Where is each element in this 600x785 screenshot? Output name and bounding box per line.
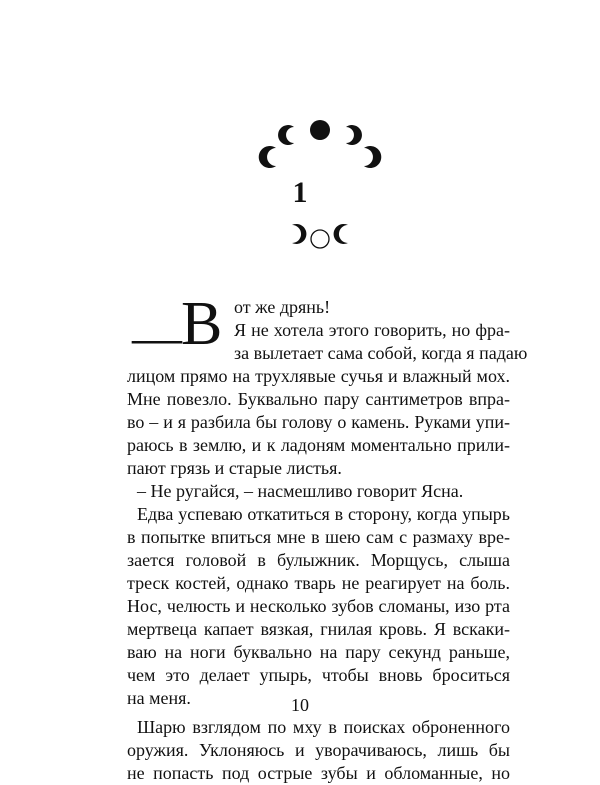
text-line: зается головой в булыжник. Морщусь, слыша [127,550,510,570]
text-line: – Не ругайся, – насмешливо говорит Ясна. [137,481,464,501]
text-line: не попасть под острые зубы и обломанные, но [127,763,510,783]
text-line: ваю на ноги буквально на пару секунд раньше, [127,642,510,662]
text-line: на меня. [127,688,191,708]
text-line: Шарю взглядом по мху в поисках оброненного [137,717,510,737]
text-line: во – и я разбила бы голову о камень. Руками упи- [127,412,510,432]
text-line: треск костей, однако тварь не реагирует на боль. [127,573,510,593]
text-line: пают грязь и старые листья. [127,458,342,478]
text-line: — В от же дрянь! [132,290,331,365]
dropcap-letter: В [181,290,223,358]
text-line: Нос, челюсть и несколько зубов сломаны, изо рта [127,596,510,616]
text-line: Едва успеваю откатиться в сторону, когда упырь [137,504,510,524]
text-line: в попытке впиться мне в шею сам с размаху вре- [127,527,510,547]
text-line: раюсь в землю, и к ладоням моментально прили- [127,435,510,455]
dropcap-dash: — [132,309,182,365]
text-line: Я не хотела этого говорить, но фра- [234,320,510,340]
page-number: 10 [291,695,309,715]
text-line: лицом прямо на трухлявые сучья и влажный мох. [127,366,510,386]
text-line: Мне повезло. Буквально пару сантиметров впра- [127,389,510,409]
text-line: за вылетает сама собой, когда я падаю [234,343,528,363]
text-line: оружия. Уклоняюсь и уворачиваюсь, лишь бы [127,740,510,760]
chapter-number: 1 [292,176,308,209]
text-line: мертвеца капает вязкая, гнилая кровь. Я вскаки- [127,619,510,639]
text-line: чем это делает упырь, чтобы вновь броситься [127,665,510,685]
